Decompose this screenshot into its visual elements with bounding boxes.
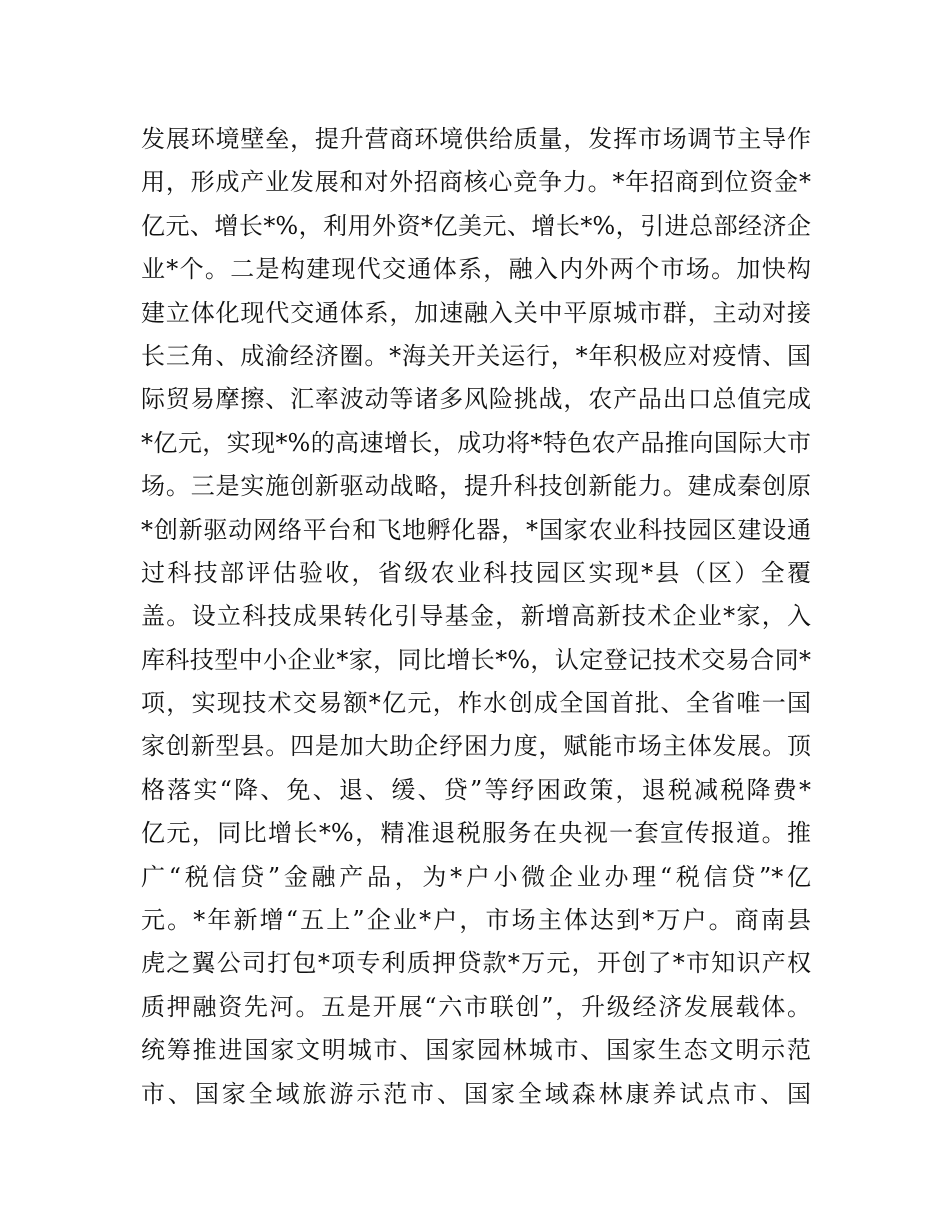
text-line-9: 场。三是实施创新驱动战略，提升科技创新能力。建成秦创原 [141, 472, 811, 501]
text-line-16: 格落实“降、免、退、缓、贷”等纾困政策，退税减税降费* [141, 775, 811, 804]
text-line-2: 用，形成产业发展和对外招商核心竞争力。*年招商到位资金* [141, 168, 811, 197]
text-line-15: 家创新型县。四是加大助企纾困力度，赋能市场主体发展。顶 [141, 732, 811, 761]
text-line-17: 亿元，同比增长*%，精准退税服务在央视一套宣传报道。推 [141, 819, 811, 848]
body-paragraph [141, 118, 811, 1116]
text-line-19: 元。*年新增“五上”企业*户，市场主体达到*万户。商南县 [141, 906, 811, 935]
text-line-11: 过科技部评估验收，省级农业科技园区实现*县（区）全覆 [141, 558, 811, 587]
text-line-3: 亿元、增长*%，利用外资*亿美元、增长*%，引进总部经济企 [141, 211, 811, 240]
text-line-8: *亿元，实现*%的高速增长，成功将*特色农产品推向国际大市 [141, 428, 811, 457]
text-line-14: 项，实现技术交易额*亿元，柞水创成全国首批、全省唯一国 [141, 689, 811, 718]
text-line-23: 市、国家全域旅游示范市、国家全域森林康养试点市、国 [141, 1079, 811, 1108]
text-line-22: 统筹推进国家文明城市、国家园林城市、国家生态文明示范 [141, 1036, 811, 1065]
text-line-1: 发展环境壁垒，提升营商环境供给质量，发挥市场调节主导作 [141, 125, 811, 153]
text-line-12: 盖。设立科技成果转化引导基金，新增高新技术企业*家，入 [141, 602, 811, 631]
text-line-21: 质押融资先河。五是开展“六市联创”，升级经济发展载体。 [141, 992, 811, 1021]
text-line-4: 业*个。二是构建现代交通体系，融入内外两个市场。加快构 [141, 255, 811, 284]
text-line-5: 建立体化现代交通体系，加速融入关中平原城市群，主动对接 [141, 298, 811, 327]
text-line-6: 长三角、成渝经济圈。*海关开关运行，*年积极应对疫情、国 [141, 341, 811, 370]
text-line-18: 广“税信贷”金融产品，为*户小微企业办理“税信贷”*亿 [141, 862, 811, 891]
text-line-20: 虎之翼公司打包*项专利质押贷款*万元，开创了*市知识产权 [141, 949, 811, 978]
text-line-7: 际贸易摩擦、汇率波动等诸多风险挑战，农产品出口总值完成 [141, 385, 811, 414]
text-line-13: 库科技型中小企业*家，同比增长*%，认定登记技术交易合同* [141, 645, 811, 674]
text-line-10: *创新驱动网络平台和飞地孵化器，*国家农业科技园区建设通 [141, 515, 811, 544]
